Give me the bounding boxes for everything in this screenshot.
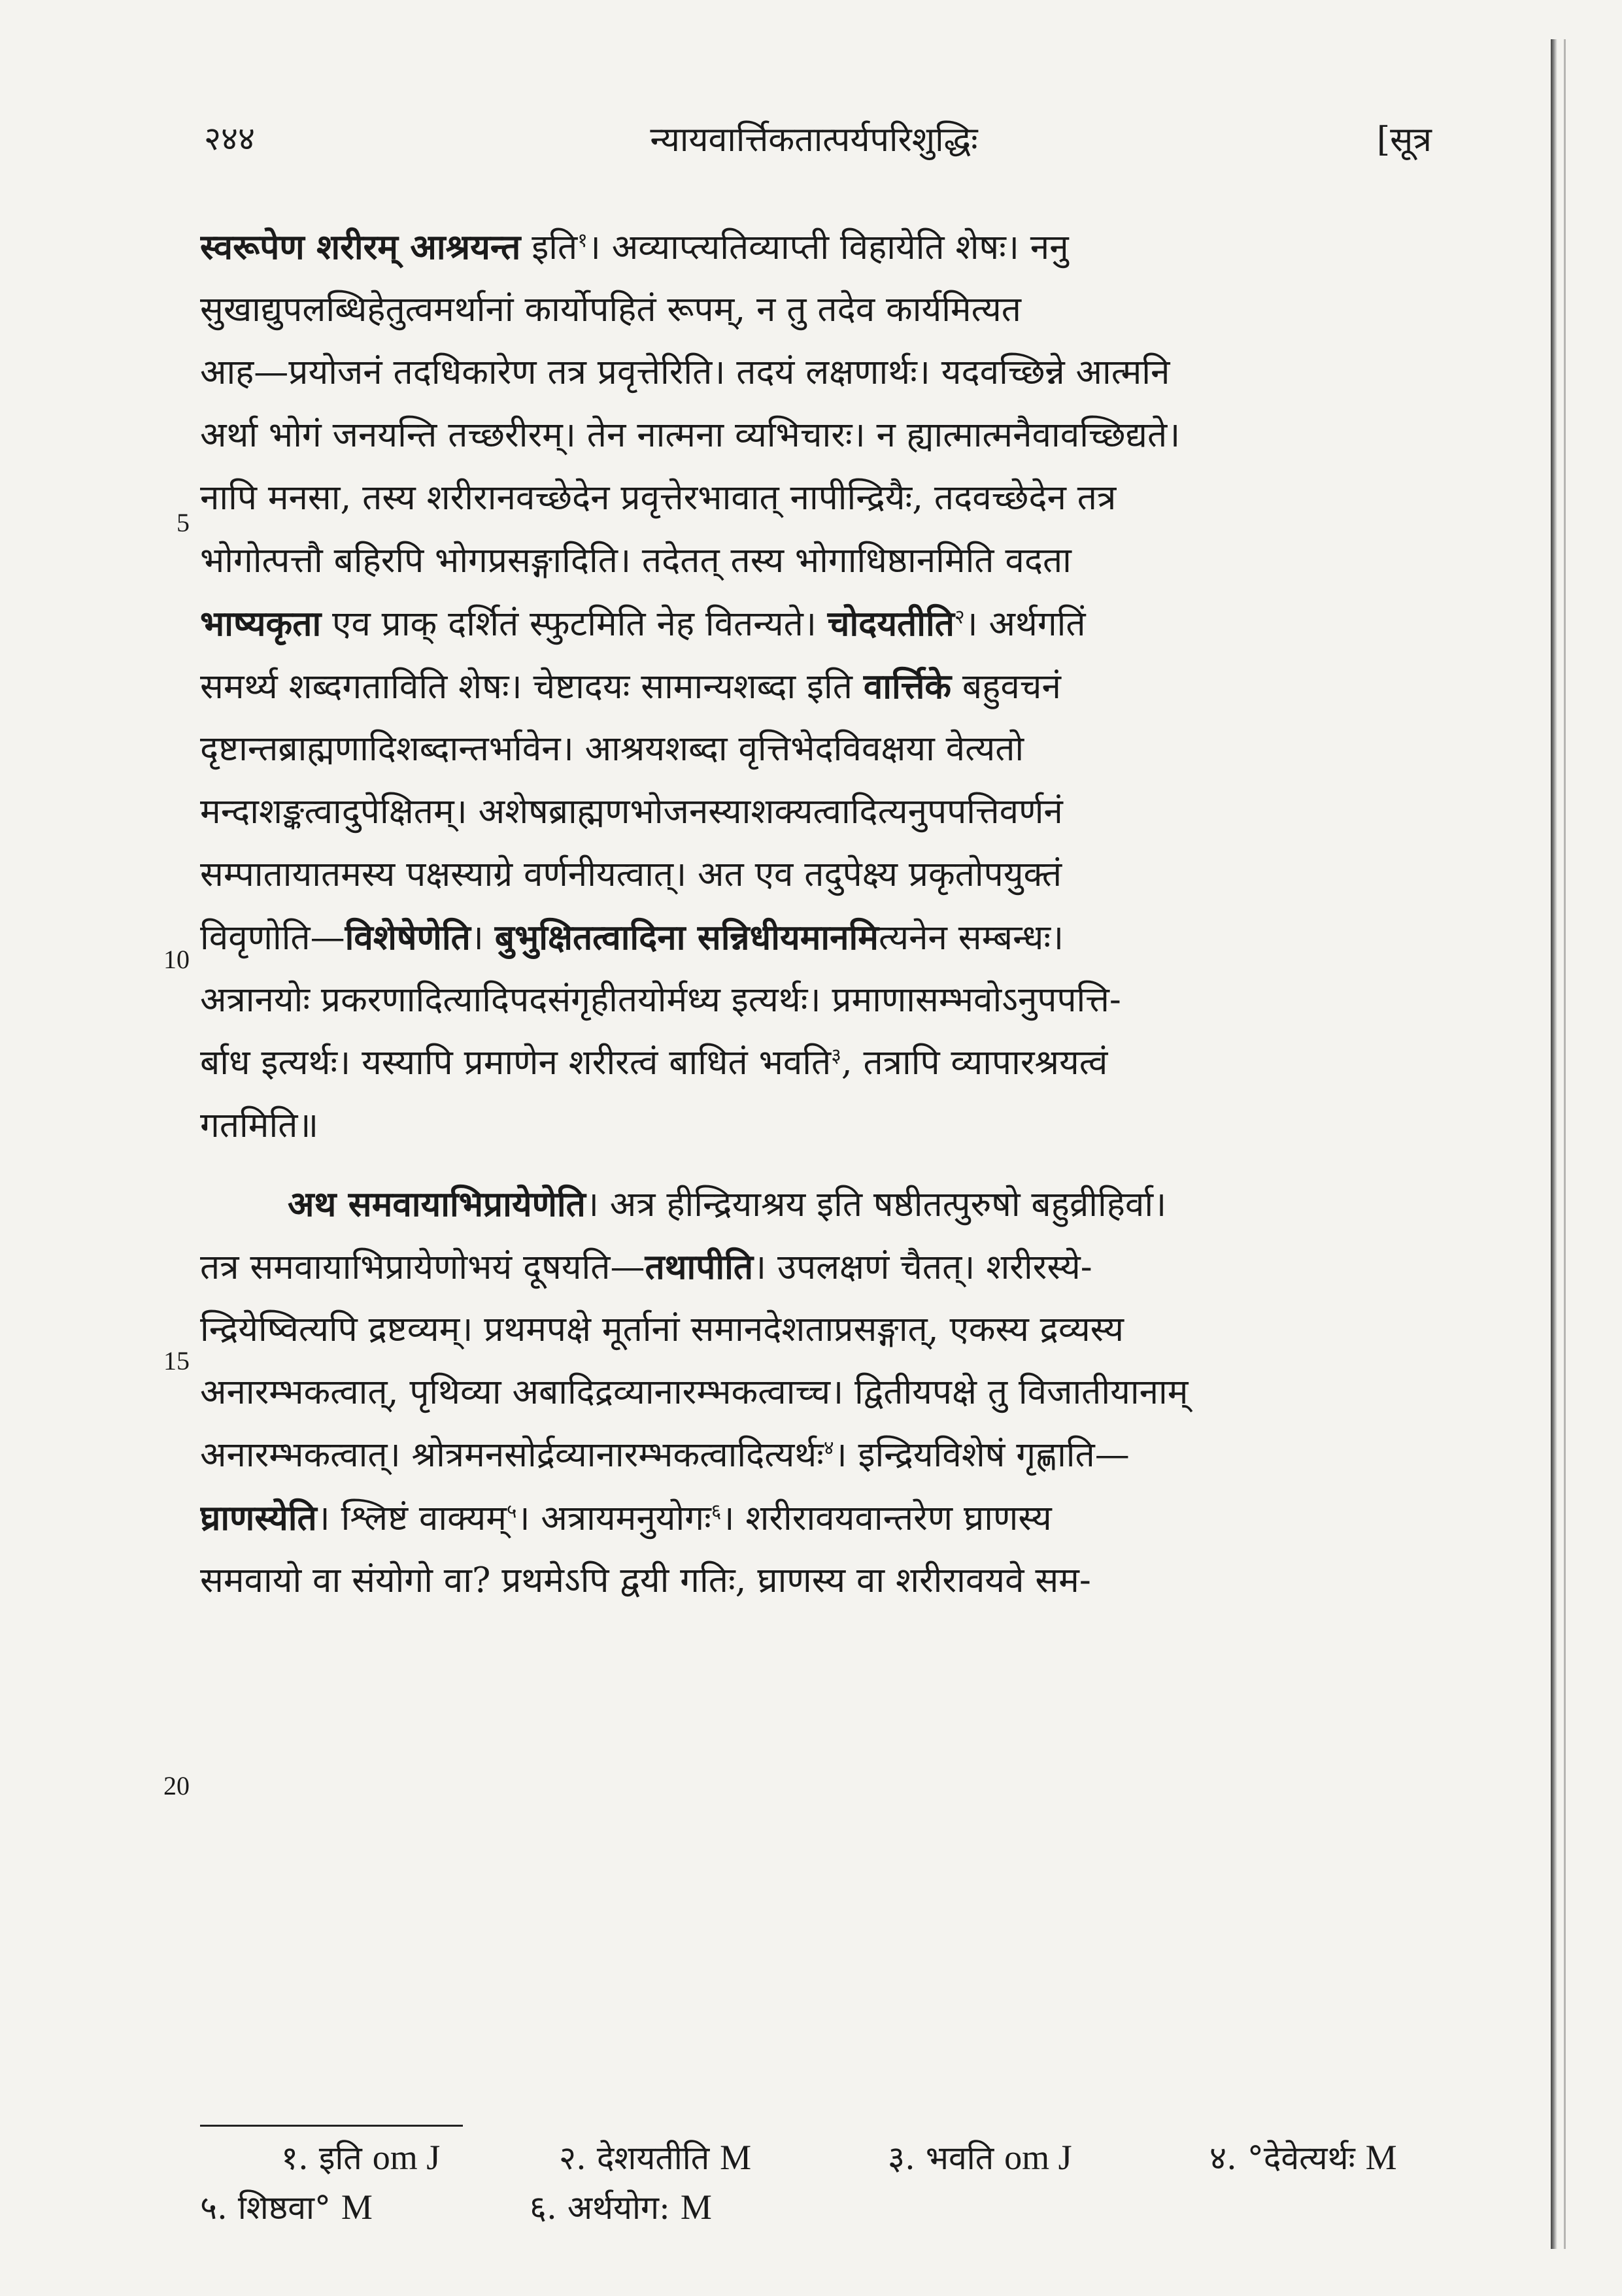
bold-lemma: घ्राणस्येति: [200, 1498, 317, 1538]
text-line: [200, 1361, 1432, 1424]
text-run: अनारम्भकत्वात्। श्रोत्रमनसोर्द्रव्यानारम्भकत्वादित्यर्थः: [200, 1435, 824, 1475]
text-line: [200, 781, 1432, 843]
binding-edge: [1551, 39, 1557, 2249]
text-run: । अर्थगतिं: [964, 604, 1086, 644]
text-run: न्द्रियेष्वित्यपि द्रष्टव्यम्। प्रथमपक्षे मूर्तानां समानदेशताप्रसङ्गात्, एकस्य द्रव्यस्य: [200, 1309, 1124, 1349]
footnote-text: भवति: [925, 2139, 994, 2177]
page-header: [196, 115, 1432, 167]
text-line: [200, 592, 1432, 655]
text-run: दृष्टान्तब्राह्मणादिशब्दान्तर्भावेन। आश्रयशब्दा वृत्तिभेदविवक्षया वेत्यतो: [200, 729, 1024, 769]
text-line: [200, 655, 1432, 718]
text-run: एव प्राक् दर्शितं स्फुटमिति नेह वितन्यते।: [321, 604, 828, 644]
text-run: सम्पातायातमस्य पक्षस्याग्रे वर्णनीयत्वात्। अत एव तदुपेक्ष्य प्रकृतोपयुक्तं: [200, 854, 1062, 894]
text-line: [200, 969, 1432, 1032]
bold-lemma: वार्त्तिके: [863, 666, 952, 707]
footnote-siglum: M: [680, 2187, 712, 2227]
text-line: [200, 1424, 1432, 1487]
text-run: समवायो वा संयोगो वा? प्रथमेऽपि द्वयी गतिः, घ्राणस्य वा शरीरावयवे सम-: [200, 1561, 1091, 1600]
line-number-5: 5: [177, 508, 190, 537]
text-run: मन्दाशङ्कत्वादुपेक्षितम्। अशेषब्राह्मणभोजनस्याशक्यत्वादित्यनुपपत्तिवर्णनं: [200, 792, 1063, 832]
text-line: [200, 530, 1432, 592]
footnote-text: इति: [318, 2139, 362, 2177]
text-run: विवृणोति—: [200, 918, 345, 958]
footnote-ref: ६: [711, 1500, 722, 1523]
text-run: अत्रानयोः प्रकरणादित्यादिपदसंगृहीतयोर्मध्य इत्यर्थः। प्रमाणासम्भवोऽनुपपत्ति-: [200, 980, 1121, 1020]
text-line: [200, 1298, 1432, 1361]
bold-lemma: तथापीति: [645, 1247, 754, 1287]
text-run: सुखाद्युपलब्धिहेतुत्वमर्थानां कार्योपहितं रूपम्, न तु तदेव कार्यमित्यत: [200, 290, 1021, 329]
footnote-text: देशयतीति: [596, 2139, 710, 2177]
footnote-number: १.: [281, 2139, 309, 2177]
line-number-10: 10: [163, 945, 190, 974]
text-line: [200, 1549, 1432, 1612]
text-line: [200, 1032, 1432, 1094]
footnote: [888, 2131, 1072, 2184]
text-line: [200, 467, 1432, 530]
line-number-15: 15: [163, 1346, 190, 1376]
text-run: अर्था भोगं जनयन्ति तच्छरीरम्। तेन नात्मना व्यभिचारः। न ह्यात्मात्मनैवावच्छिद्यते।: [200, 415, 1181, 455]
text-line: [200, 718, 1432, 781]
text-run: तत्र समवायाभिप्रायेणोभयं दूषयति—: [200, 1247, 645, 1287]
bold-lemma: बुभुक्षितत्वादिना सन्निधीयमानमि: [494, 917, 879, 958]
text-run: , तत्रापि व्यापारश्रयत्वं: [841, 1043, 1108, 1083]
footnote-rule: [200, 2125, 463, 2127]
footnote-number: ५.: [200, 2189, 228, 2227]
text-line: [200, 279, 1432, 341]
text-run: समर्थ्य शब्दगताविति शेषः। चेष्टादयः सामान्यशब्दा इति: [200, 667, 864, 707]
footnote-ref: ५: [506, 1500, 517, 1523]
footnote-text: अर्थयोग:: [567, 2189, 670, 2227]
footnote-ref: १: [577, 229, 588, 252]
text-run: इति: [520, 228, 578, 267]
running-head: न्यायवार्त्तिकतात्पर्यपरिशुद्धिः: [650, 120, 978, 160]
text-run: । अत्र हीन्द्रियाश्रय इति षष्ठीतत्पुरुषो बहुव्रीहिर्वा।: [585, 1185, 1167, 1224]
bold-lemma: चोदयतीति: [827, 603, 955, 644]
footnote: [200, 2181, 373, 2234]
line-number-20: 20: [163, 1771, 190, 1800]
text-run: गतमिति॥: [200, 1106, 319, 1145]
text-run: त्यनेन सम्बन्धः।: [878, 918, 1064, 958]
text-run: । श्लिष्टं वाक्यम्: [316, 1498, 507, 1538]
bold-lemma: स्वरूपेण शरीरम् आश्रयन्त: [200, 227, 521, 267]
bold-lemma: भाष्यकृता: [200, 603, 322, 644]
footnote-ref: ३: [831, 1044, 841, 1068]
text-line: [200, 216, 1432, 279]
footnote-ref: ४: [823, 1436, 834, 1460]
text-run: । अत्रायमनुयोगः: [516, 1498, 711, 1538]
binding-edge-shadow: [1564, 39, 1566, 2249]
footnote-siglum: om J: [1004, 2138, 1072, 2177]
footnote: [559, 2131, 751, 2184]
footnote-ref: २: [954, 605, 965, 629]
text-run: अनारम्भकत्वात्, पृथिव्या अबादिद्रव्यानारम्भकत्वाच्च। द्वितीयपक्षे तु विजातीयानाम्: [200, 1372, 1189, 1412]
text-line: [200, 843, 1432, 906]
bold-lemma: अथ समवायाभिप्रायेणेति: [288, 1184, 586, 1224]
text-line: [200, 404, 1432, 467]
section-marker: [सूत्र: [1376, 120, 1432, 160]
bold-lemma: विशेषेणेति: [345, 917, 471, 958]
footnote-siglum: M: [341, 2187, 373, 2227]
text-run: । इन्द्रियविशेषं गृह्णाति—: [834, 1435, 1130, 1475]
footnote: [281, 2131, 440, 2184]
footnote: [1209, 2131, 1397, 2184]
text-run: आह—प्रयोजनं तदधिकारेण तत्र प्रवृत्तेरिति। तदयं लक्षणार्थः। यदवच्छिन्ने आत्मनि: [200, 352, 1170, 392]
footnote-number: ३.: [888, 2139, 915, 2177]
text-run: ।: [470, 918, 495, 958]
footnote-siglum: om J: [372, 2138, 441, 2177]
footnote-number: २.: [559, 2139, 586, 2177]
text-line: [200, 1236, 1432, 1298]
footnote-number: ४.: [1209, 2139, 1237, 2177]
text-run: र्बाध इत्यर्थः। यस्यापि प्रमाणेन शरीरत्वं बाधितं भवति: [200, 1043, 832, 1083]
text-line: [200, 906, 1432, 969]
text-line: [200, 1487, 1432, 1549]
text-run: । अव्याप्त्यतिव्याप्ती विहायेति शेषः। ननु: [587, 228, 1069, 267]
footnote-siglum: M: [1365, 2138, 1397, 2177]
text-run: भोगोत्पत्तौ बहिरपि भोगप्रसङ्गादिति। तदेतत् तस्य भोगाधिष्ठानमिति वदता: [200, 541, 1072, 581]
footnote: [530, 2181, 712, 2234]
footnote-text: °देवेत्यर्थः: [1247, 2139, 1355, 2177]
text-run: । शरीरावयवान्तरेण घ्राणस्य: [721, 1498, 1052, 1538]
text-run: नापि मनसा, तस्य शरीरानवच्छेदेन प्रवृत्तेरभावात् नापीन्द्रियैः, तदवच्छेदेन तत्र: [200, 478, 1117, 518]
text-run: । उपलक्षणं चैतत्। शरीरस्ये-: [753, 1247, 1092, 1287]
footnote-number: ६.: [530, 2189, 557, 2227]
footnote-text: शिष्ठवा°: [237, 2189, 331, 2227]
footnote-siglum: M: [720, 2138, 752, 2177]
text-line: [200, 1173, 1432, 1236]
text-line: [200, 1094, 1432, 1157]
page-number: २४४: [204, 120, 255, 158]
text-line: [200, 341, 1432, 404]
text-run: बहुवचनं: [951, 667, 1061, 707]
